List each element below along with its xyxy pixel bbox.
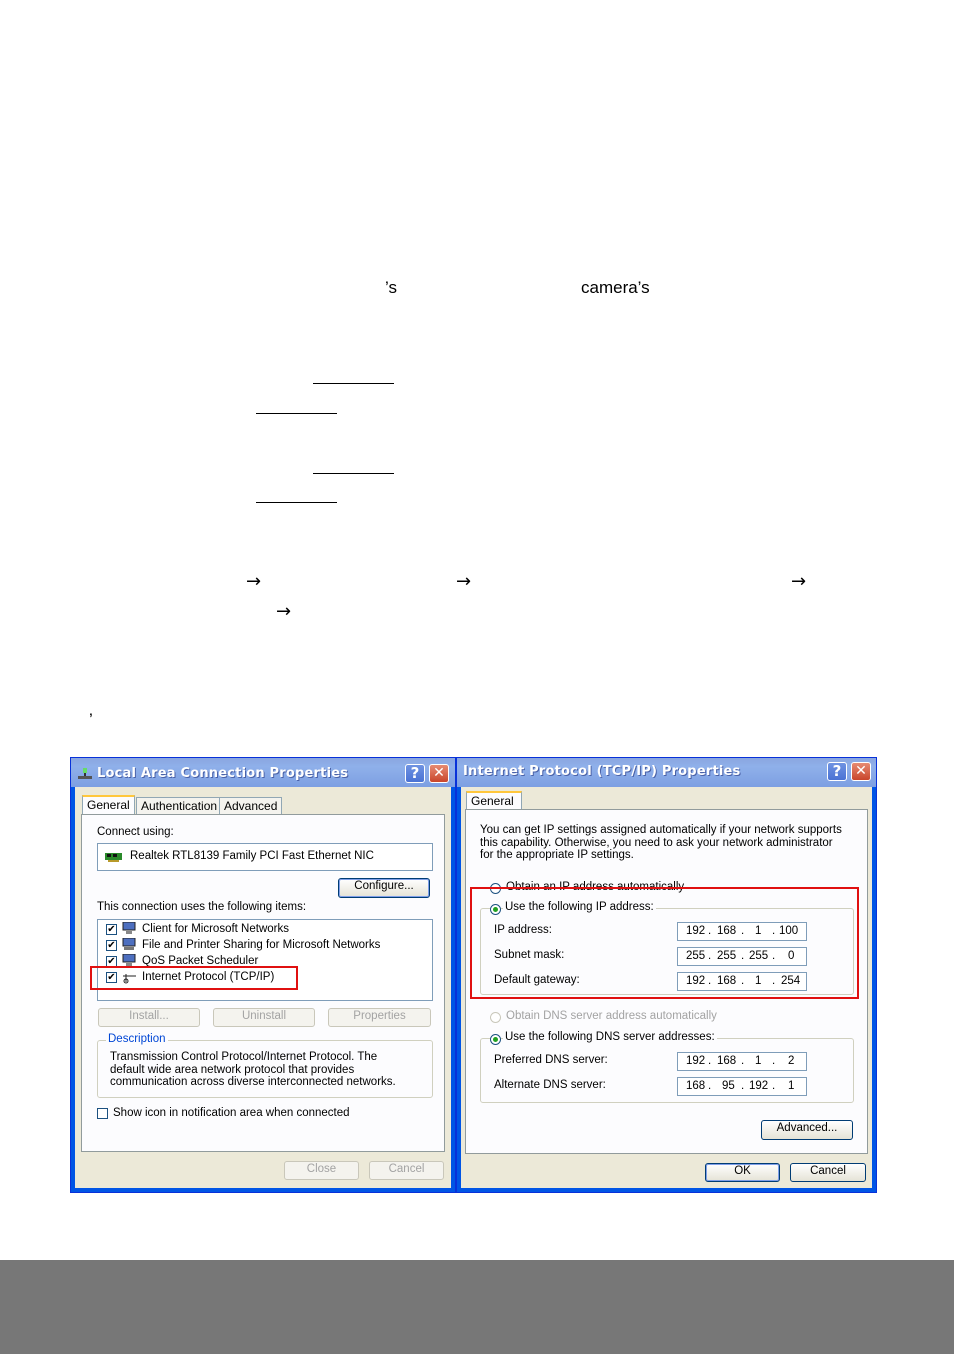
description-text: Transmission Control Protocol/Internet Protocol. The default wide area network protocol that provides communication across diverse interconnected networks. xyxy=(110,1051,396,1088)
close-window-button[interactable]: ✕ xyxy=(851,762,871,781)
fill-in-blank xyxy=(313,473,394,474)
general-tab-panel xyxy=(81,814,445,1152)
use-following-dns-label[interactable]: Use the following DNS server addresses: xyxy=(505,1031,715,1043)
gateway-input[interactable]: 192 . 168 . 1 . 254 xyxy=(677,972,807,991)
use-following-dns-radio[interactable] xyxy=(490,1034,501,1045)
general-tab-panel xyxy=(465,809,868,1154)
ip-octet: 255 xyxy=(717,950,737,962)
ip-octet: 255 xyxy=(749,950,769,962)
close-button[interactable]: Close xyxy=(284,1161,359,1180)
preferred-dns-input[interactable]: 192 . 168 . 1 . 2 xyxy=(677,1052,807,1071)
connect-using-label: Connect using: xyxy=(97,826,174,838)
adapter-name: Realtek RTL8139 Family PCI Fast Ethernet NIC xyxy=(130,850,374,862)
alternate-dns-input[interactable]: 168 . 95 . 192 . 1 xyxy=(677,1077,807,1096)
list-item[interactable]: Client for Microsoft Networks xyxy=(142,923,289,935)
ip-octet: 192 xyxy=(749,1080,769,1092)
fill-in-blank xyxy=(256,413,337,414)
tab-authentication[interactable]: Authentication xyxy=(136,797,222,815)
tcpip-client-area xyxy=(461,787,872,1188)
item-checkbox[interactable]: ✔ xyxy=(107,972,116,983)
items-label: This connection uses the following items: xyxy=(97,901,307,913)
network-connection-icon xyxy=(77,767,93,784)
ip-octet: 1 xyxy=(788,1080,795,1092)
ip-octet: 100 xyxy=(779,925,799,937)
tcpip-title-bar xyxy=(457,758,876,787)
show-icon-checkbox[interactable] xyxy=(97,1108,108,1119)
tcpip-window-title: Internet Protocol (TCP/IP) Properties xyxy=(463,764,741,779)
lan-properties-window xyxy=(70,757,456,1193)
ip-octet: 1 xyxy=(755,1055,762,1067)
tcpip-highlight-box xyxy=(90,966,298,990)
cancel-button[interactable]: Cancel xyxy=(790,1163,866,1182)
obtain-ip-label[interactable]: Obtain an IP address automatically xyxy=(506,881,685,893)
alternate-dns-label: Alternate DNS server: xyxy=(494,1079,606,1091)
possessive-fragment: ’s xyxy=(385,278,397,297)
camera-fragment: camera’s xyxy=(581,278,650,297)
file-printer-sharing-icon xyxy=(122,938,137,951)
show-icon-label: Show icon in notification area when connected xyxy=(113,1107,350,1119)
ip-octet: 1 xyxy=(755,975,762,987)
ip-octet: 192 xyxy=(686,925,706,937)
arrow-right-icon: → xyxy=(276,601,292,622)
description-group xyxy=(97,1033,433,1098)
fill-in-blank xyxy=(256,502,337,503)
ip-settings-highlight-box xyxy=(470,887,859,999)
ip-address-input[interactable]: 192 . 168 . 1 . 100 xyxy=(677,922,807,941)
obtain-dns-radio[interactable] xyxy=(490,1012,501,1023)
uninstall-button[interactable]: Uninstall xyxy=(213,1008,315,1027)
lan-window-title: Local Area Connection Properties xyxy=(97,766,349,781)
properties-button[interactable]: Properties xyxy=(328,1008,431,1027)
list-item[interactable]: QoS Packet Scheduler xyxy=(142,955,259,967)
ip-octet: 168 xyxy=(717,1055,737,1067)
page-footer-band xyxy=(0,1260,954,1354)
item-checkbox[interactable]: ✔ xyxy=(107,956,116,967)
ip-octet: 2 xyxy=(788,1055,795,1067)
subnet-mask-label: Subnet mask: xyxy=(494,949,565,961)
ip-address-label: IP address: xyxy=(494,924,552,936)
lan-client-area xyxy=(75,787,451,1188)
obtain-dns-label[interactable]: Obtain DNS server address automatically xyxy=(506,1010,717,1022)
configure-button[interactable]: Configure... xyxy=(338,878,430,898)
ip-octet: 168 xyxy=(717,975,737,987)
comma-fragment: ’ xyxy=(89,710,93,729)
description-title: Description xyxy=(108,1033,166,1045)
advanced-button[interactable]: Advanced... xyxy=(761,1120,853,1140)
gateway-label: Default gateway: xyxy=(494,974,580,986)
tab-general[interactable]: General xyxy=(466,791,522,811)
item-checkbox[interactable]: ✔ xyxy=(107,940,116,951)
list-item[interactable]: Internet Protocol (TCP/IP) xyxy=(142,971,275,983)
fill-in-blank xyxy=(313,383,394,384)
ok-button[interactable]: OK xyxy=(705,1163,780,1182)
network-card-icon xyxy=(105,850,122,868)
ip-octet: 95 xyxy=(722,1080,735,1092)
arrow-right-icon: → xyxy=(791,571,807,592)
ip-octet: 192 xyxy=(686,975,706,987)
help-button[interactable]: ? xyxy=(405,764,425,783)
use-following-ip-label[interactable]: Use the following IP address: xyxy=(505,901,654,913)
preferred-dns-label: Preferred DNS server: xyxy=(494,1054,608,1066)
tab-general[interactable]: General xyxy=(82,795,135,815)
ip-octet: 254 xyxy=(781,975,801,987)
help-button[interactable]: ? xyxy=(827,762,847,781)
ip-octet: 192 xyxy=(686,1055,706,1067)
tab-advanced[interactable]: Advanced xyxy=(219,797,282,815)
arrow-right-icon: → xyxy=(246,571,262,592)
ip-octet: 1 xyxy=(755,925,762,937)
tcpip-properties-window xyxy=(456,757,877,1193)
close-window-button[interactable]: ✕ xyxy=(429,764,449,783)
subnet-mask-input[interactable]: 255 . 255 . 255 . 0 xyxy=(677,947,807,966)
cancel-button[interactable]: Cancel xyxy=(369,1161,444,1180)
intro-text: You can get IP settings assigned automatically if your network supports this capability. Otherwise, you need to ask your network administrator for the appropriate IP settings. xyxy=(480,824,842,861)
install-button[interactable]: Install... xyxy=(98,1008,200,1027)
list-item[interactable]: File and Printer Sharing for Microsoft Networks xyxy=(142,939,381,951)
ip-octet: 168 xyxy=(717,925,737,937)
network-client-icon xyxy=(122,922,137,935)
dns-settings-group xyxy=(480,1031,854,1103)
ip-octet: 0 xyxy=(788,950,795,962)
ip-octet: 255 xyxy=(686,950,706,962)
item-checkbox[interactable]: ✔ xyxy=(107,924,116,935)
arrow-right-icon: → xyxy=(456,571,472,592)
lan-title-bar xyxy=(71,758,455,787)
ip-octet: 168 xyxy=(686,1080,706,1092)
network-settings-screenshot xyxy=(70,757,877,1193)
adapter-field xyxy=(97,843,433,871)
